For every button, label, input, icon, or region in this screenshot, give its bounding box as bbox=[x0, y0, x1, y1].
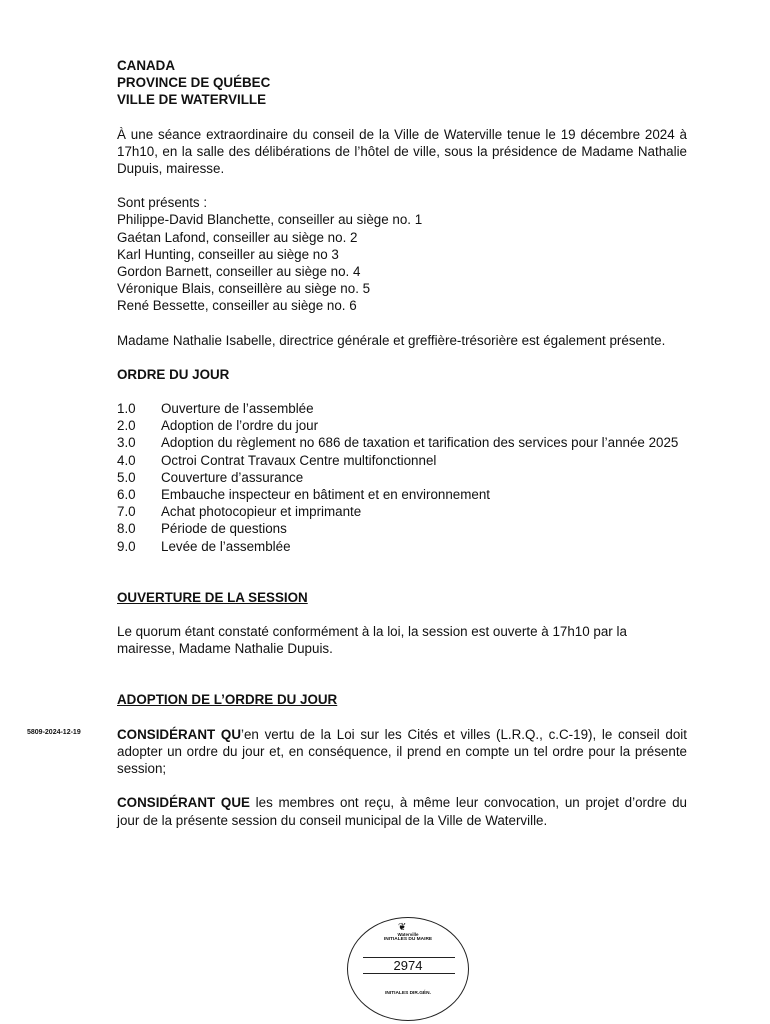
agenda-item-number: 6.0 bbox=[117, 487, 136, 503]
document-header bbox=[117, 57, 687, 109]
council-member: Philippe-David Blanchette, conseiller au siège no. 1 bbox=[117, 212, 423, 228]
agenda-item-text: Période de questions bbox=[161, 521, 287, 537]
agenda-item-text: Ouverture de l’assemblée bbox=[161, 401, 314, 417]
tree-logo-icon: ❦ bbox=[398, 922, 407, 933]
agenda-item bbox=[117, 434, 723, 451]
stamp-brand: Waterville bbox=[397, 932, 419, 937]
considerant-lead: CONSIDÉRANT QUE bbox=[117, 795, 250, 811]
agenda-item-text: Levée de l’assemblée bbox=[161, 538, 291, 554]
header-line-city: VILLE DE WATERVILLE bbox=[117, 92, 267, 108]
opening-title: OUVERTURE DE LA SESSION bbox=[117, 589, 308, 605]
agenda-item bbox=[117, 538, 723, 555]
considerant-lead: CONSIDÉRANT QU bbox=[117, 726, 241, 742]
considerant-paragraph bbox=[117, 794, 687, 828]
also-present-paragraph: Madame Nathalie Isabelle, directrice générale et greffière-trésorière est également présente. bbox=[117, 332, 666, 348]
council-member: Gordon Barnett, conseiller au siège no. 4 bbox=[117, 264, 361, 280]
agenda-item-number: 7.0 bbox=[117, 504, 136, 520]
stamp-label-director: INITIALES DIR.GÉN. bbox=[385, 991, 431, 996]
agenda-item-text: Achat photocopieur et imprimante bbox=[161, 504, 362, 520]
agenda-item-text: Adoption du règlement no 686 de taxation et tarification des services pour l’année 2025 bbox=[161, 435, 679, 451]
council-member: René Bessette, conseiller au siège no. 6 bbox=[117, 298, 357, 314]
agenda-item-number: 8.0 bbox=[117, 521, 136, 537]
agenda-item-number: 3.0 bbox=[117, 435, 136, 451]
agenda-item-number: 4.0 bbox=[117, 452, 136, 468]
agenda-item-text: Octroi Contrat Travaux Centre multifonctionnel bbox=[161, 452, 437, 468]
agenda-item bbox=[117, 452, 723, 469]
agenda-item bbox=[117, 486, 723, 503]
resolution-number: 5809-2024-12-19 bbox=[27, 729, 81, 736]
agenda-title: ORDRE DU JOUR bbox=[117, 366, 230, 382]
considerant-text: les membres ont reçu, à même leur convocation, un projet d’ordre du jour de la présente session du conseil municipal de la Ville de Waterville. bbox=[117, 795, 687, 828]
agenda-item-number: 1.0 bbox=[117, 401, 136, 417]
agenda-item bbox=[117, 400, 723, 417]
stamp-label-mayor: INITIALES DU MAIRE bbox=[383, 937, 433, 942]
agenda-item-number: 5.0 bbox=[117, 469, 136, 485]
stamp-page-number: 2974 bbox=[393, 958, 423, 973]
agenda-item-text: Adoption de l’ordre du jour bbox=[161, 418, 319, 434]
agenda-item-number: 9.0 bbox=[117, 538, 136, 554]
council-member: Karl Hunting, conseiller au siège no 3 bbox=[117, 246, 339, 262]
agenda-item-number: 2.0 bbox=[117, 418, 136, 434]
council-member: Véronique Blais, conseillère au siège no. 5 bbox=[117, 281, 371, 297]
agenda-item bbox=[117, 503, 723, 520]
agenda-item-text: Embauche inspecteur en bâtiment et en environnement bbox=[161, 487, 491, 503]
initials-stamp bbox=[347, 917, 469, 1021]
agenda-list bbox=[117, 400, 723, 555]
council-member: Gaétan Lafond, conseiller au siège no. 2 bbox=[117, 229, 358, 245]
header-line-country: CANADA bbox=[117, 58, 176, 73]
agenda-item bbox=[117, 417, 723, 434]
agenda-item bbox=[117, 469, 723, 486]
stamp-divider bbox=[363, 973, 455, 974]
header-line-province: PROVINCE DE QUÉBEC bbox=[117, 75, 271, 91]
agenda-item bbox=[117, 520, 723, 537]
adoption-title: ADOPTION DE L’ORDRE DU JOUR bbox=[117, 692, 338, 708]
document-body bbox=[117, 57, 687, 846]
intro-paragraph: À une séance extraordinaire du conseil de la Ville de Waterville tenue le 19 décembre 2024 à 17h10, en la salle des délibérations de l’hôtel de ville, sous la présidence de Madame Nathalie Dupuis, mairesse. bbox=[117, 126, 687, 177]
considerant-paragraph bbox=[117, 726, 687, 778]
attendance-block bbox=[117, 194, 687, 314]
agenda-item-text: Couverture d’assurance bbox=[161, 469, 304, 485]
attendance-label: Sont présents : bbox=[117, 195, 208, 211]
considerant-text: ’en vertu de la Loi sur les Cités et villes (L.R.Q., c.C-19), le conseil doit adopter un ordre du jour et, en conséquence, il prend en compte un tel ordre pour la présente session; bbox=[117, 726, 687, 777]
opening-paragraph: Le quorum étant constaté conformément à la loi, la session est ouverte à 17h10 par la mairesse, Madame Nathalie Dupuis. bbox=[117, 624, 627, 657]
